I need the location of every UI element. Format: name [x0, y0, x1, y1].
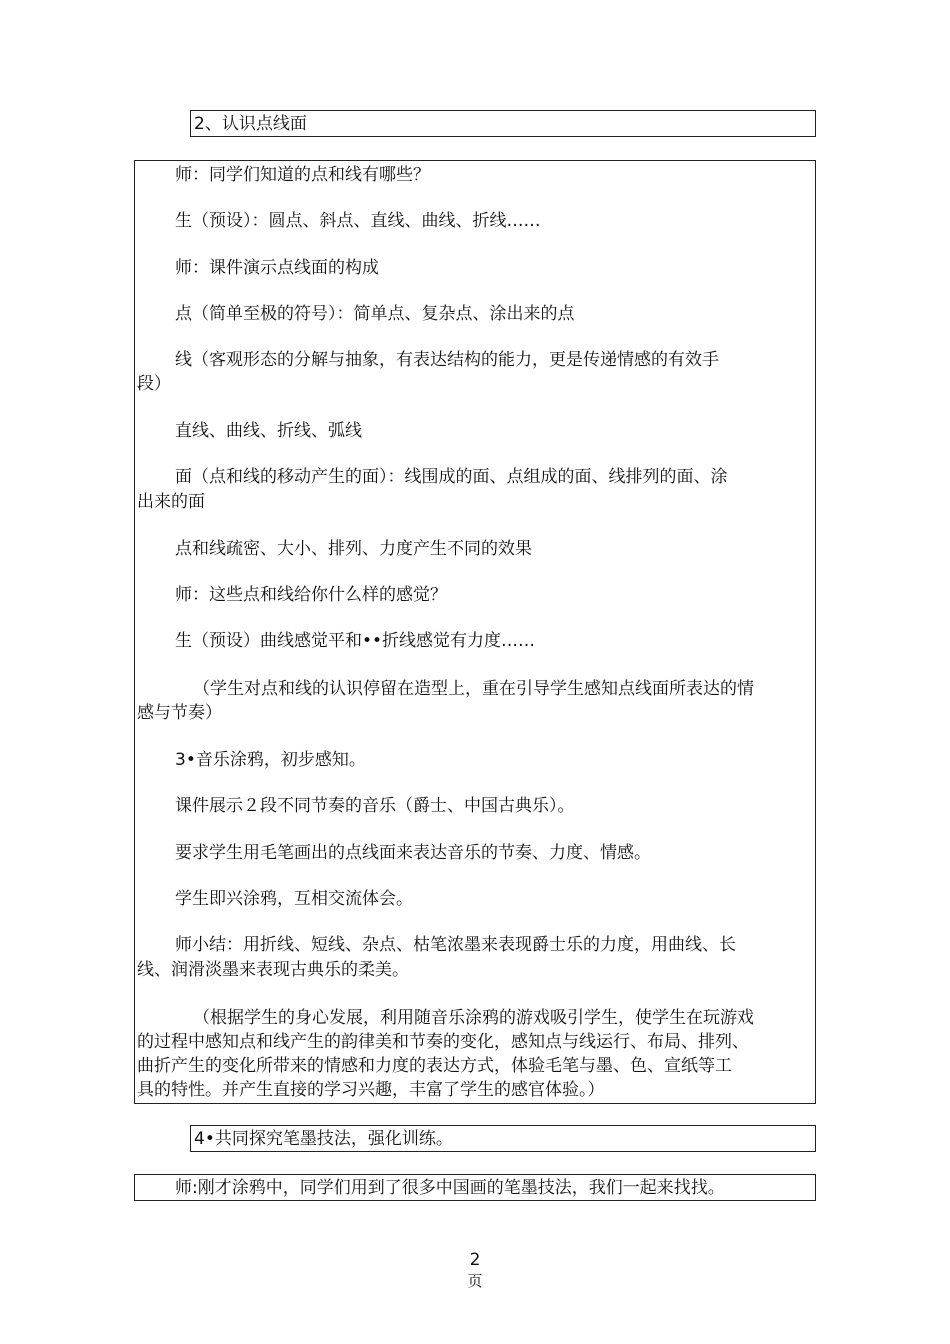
section-4-heading-box [190, 1125, 816, 1152]
paragraph-11-line-1: （学生对点和线的认识停留在造型上，重在引导学生感知点线面所表达的情 [193, 679, 754, 699]
paragraph-17-line-1: （根据学生的身心发展，利用随音乐涂鸦的游戏吸引学生，使学生在玩游戏 [193, 1008, 754, 1028]
paragraph-10: 生（预设）曲线感觉平和••折线感觉有力度…… [175, 631, 536, 651]
paragraph-17-line-2: 的过程中感知点和线产生的韵律美和节奏的变化，感知点与线运行、布局、排列、 [137, 1032, 749, 1052]
paragraph-5-line-2: 段） [137, 374, 171, 394]
paragraph-11-line-2: 感与节奏） [137, 703, 222, 723]
page-label: 页 [467, 1272, 483, 1290]
paragraph-13: 课件展示２段不同节奏的音乐（爵士、中国古典乐）。 [175, 796, 575, 816]
paragraph-2: 生（预设）：圆点、斜点、直线、曲线、折线…… [175, 211, 541, 231]
paragraph-1: 师：同学们知道的点和线有哪些？ [175, 165, 430, 185]
page-number: 2 [469, 1250, 481, 1270]
section-2-heading-box [190, 110, 816, 137]
paragraph-15: 学生即兴涂鸦，互相交流体会。 [175, 889, 413, 909]
section-4-heading: 4•共同探究笔墨技法，强化训练。 [194, 1129, 453, 1149]
paragraph-4: 点（简单至极的符号）：简单点、复杂点、涂出来的点 [175, 304, 575, 324]
paragraph-8: 点和线疏密、大小、排列、力度产生不同的效果 [175, 539, 532, 559]
paragraph-12: 3•音乐涂鸦，初步感知。 [175, 750, 366, 770]
paragraph-7-line-2: 出来的面 [137, 492, 205, 512]
paragraph-16-line-2: 线、润滑淡墨来表现古典乐的柔美。 [137, 960, 409, 980]
paragraph-17-line-3: 曲折产生的变化所带来的情感和力度的表达方式，体验毛笔与墨、色、宣纸等工 [137, 1056, 732, 1076]
paragraph-3: 师：课件演示点线面的构成 [175, 258, 379, 278]
paragraph-5-line-1: 线（客观形态的分解与抽象，有表达结构的能力，更是传递情感的有效手 [175, 350, 719, 370]
paragraph-16-line-1: 师小结：用折线、短线、杂点、枯笔浓墨来表现爵士乐的力度，用曲线、长 [175, 935, 736, 955]
paragraph-14: 要求学生用毛笔画出的点线面来表达音乐的节奏、力度、情感。 [175, 843, 651, 863]
content-block-2 [134, 1174, 816, 1201]
paragraph-7-line-1: 面（点和线的移动产生的面）：线围成的面、点组成的面、线排列的面、涂 [175, 467, 728, 487]
paragraph-9: 师：这些点和线给你什么样的感觉？ [175, 585, 447, 605]
section-2-heading: 2、认识点线面 [194, 114, 307, 134]
block-2-paragraph-1: 师:刚才涂鸦中，同学们用到了很多中国画的笔墨技法，我们一起来找找。 [175, 1178, 725, 1198]
paragraph-17-line-4: 具的特性。并产生直接的学习兴趣，丰富了学生的感官体验。） [137, 1080, 605, 1100]
paragraph-6: 直线、曲线、折线、弧线 [175, 421, 362, 441]
content-block-1 [134, 160, 816, 1104]
